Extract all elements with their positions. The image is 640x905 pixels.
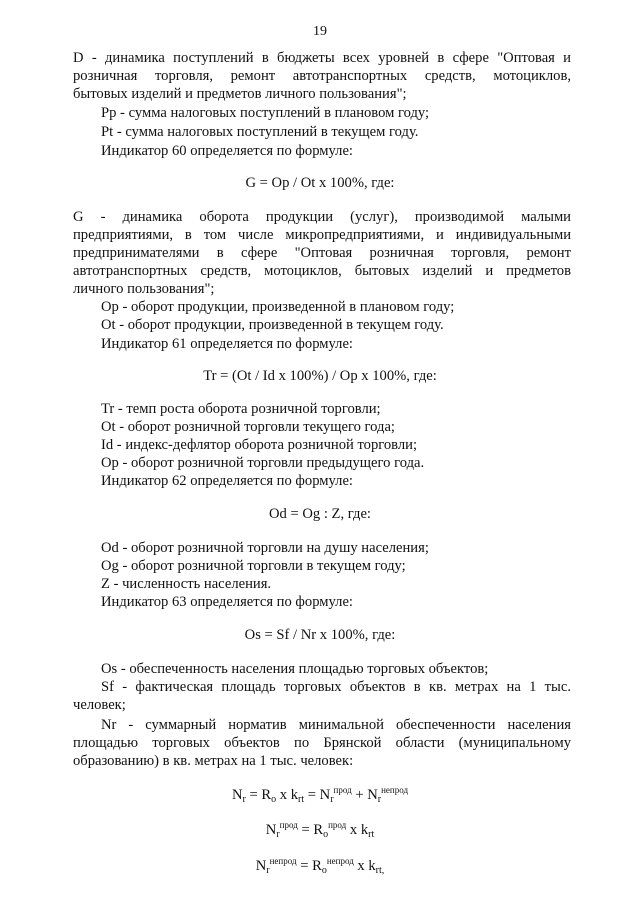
text-line: G - динамика оборота продукции (услуг), производимой малыми: [73, 209, 571, 225]
text-line: образованию) в кв. метрах на 1 тыс. человек:: [73, 753, 354, 769]
formula-60: G = Op / Ot x 100%, где:: [245, 175, 395, 191]
page-number: 19: [313, 24, 327, 39]
formula-nr-neprod: $N_r^{непрод} = R_o^{непрод}$ x $k_{rt,}$: [255, 856, 385, 876]
text-line: личного пользования";: [73, 281, 215, 297]
text-line: розничная торговля, ремонт автотранспортных средств, мотоциклов,: [73, 68, 571, 84]
formula-62: Od = Og : Z, где:: [269, 506, 371, 522]
formula-nr-total: $N_r = R_o$ x $k_{rt} = N_r^{прод} + N_r^{непрод}$: [231, 785, 409, 805]
text-line: Pt - сумма налоговых поступлений в текущем году.: [101, 124, 419, 140]
formula-nr-prod: $N_r^{прод} = R_o^{прод}$ x $k_{rt}$: [265, 820, 375, 840]
text-line: предпринимателями в сфере "Оптовая розничная торговля, ремонт: [73, 245, 571, 261]
text-line: бытовых изделий и предметов личного пользования";: [73, 86, 407, 102]
text-line: Индикатор 62 определяется по формуле:: [101, 473, 353, 489]
text-line: Z - численность населения.: [101, 576, 272, 592]
text-line: Os - обеспеченность населения площадью торговых объектов;: [101, 661, 489, 677]
text-line: автотранспортных средств, мотоциклов, бытовых изделий и предметов: [73, 263, 571, 279]
text-line: Og - оборот розничной торговли в текущем году;: [101, 558, 406, 574]
text-line: площадью торговых объектов по Брянской области (муниципальному: [73, 735, 571, 751]
text-line: Id - индекс-дефлятор оборота розничной торговли;: [101, 437, 418, 453]
text-line: Ot - оборот розничной торговли текущего года;: [101, 419, 395, 435]
text-line: Nr - суммарный норматив минимальной обеспеченности населения: [101, 717, 571, 733]
text-line: Pp - сумма налоговых поступлений в плановом году;: [101, 105, 430, 121]
text-line: Op - оборот розничной торговли предыдущего года.: [101, 455, 425, 471]
text-line: Индикатор 60 определяется по формуле:: [101, 143, 353, 159]
text-line: Tr - темп роста оборота розничной торговли;: [101, 401, 381, 417]
text-line: предприятиями, в том числе микропредприятиями, и индивидуальными: [73, 227, 571, 243]
text-line: Sf - фактическая площадь торговых объектов в кв. метрах на 1 тыс.: [101, 679, 571, 695]
formula-63: Os = Sf / Nr x 100%, где:: [244, 627, 396, 643]
text-line: Od - оборот розничной торговли на душу населения;: [101, 540, 429, 556]
text-line: Индикатор 63 определяется по формуле:: [101, 594, 353, 610]
text-line: Ot - оборот продукции, произведенной в текущем году.: [101, 317, 444, 333]
text-line: Op - оборот продукции, произведенной в плановом году;: [101, 299, 455, 315]
text-line: Индикатор 61 определяется по формуле:: [101, 336, 353, 352]
text-line: D - динамика поступлений в бюджеты всех уровней в сфере "Оптовая и: [73, 50, 571, 66]
formula-61: Tr = (Ot / Id x 100%) / Op x 100%, где:: [203, 368, 437, 384]
text-line: человек;: [73, 697, 126, 713]
